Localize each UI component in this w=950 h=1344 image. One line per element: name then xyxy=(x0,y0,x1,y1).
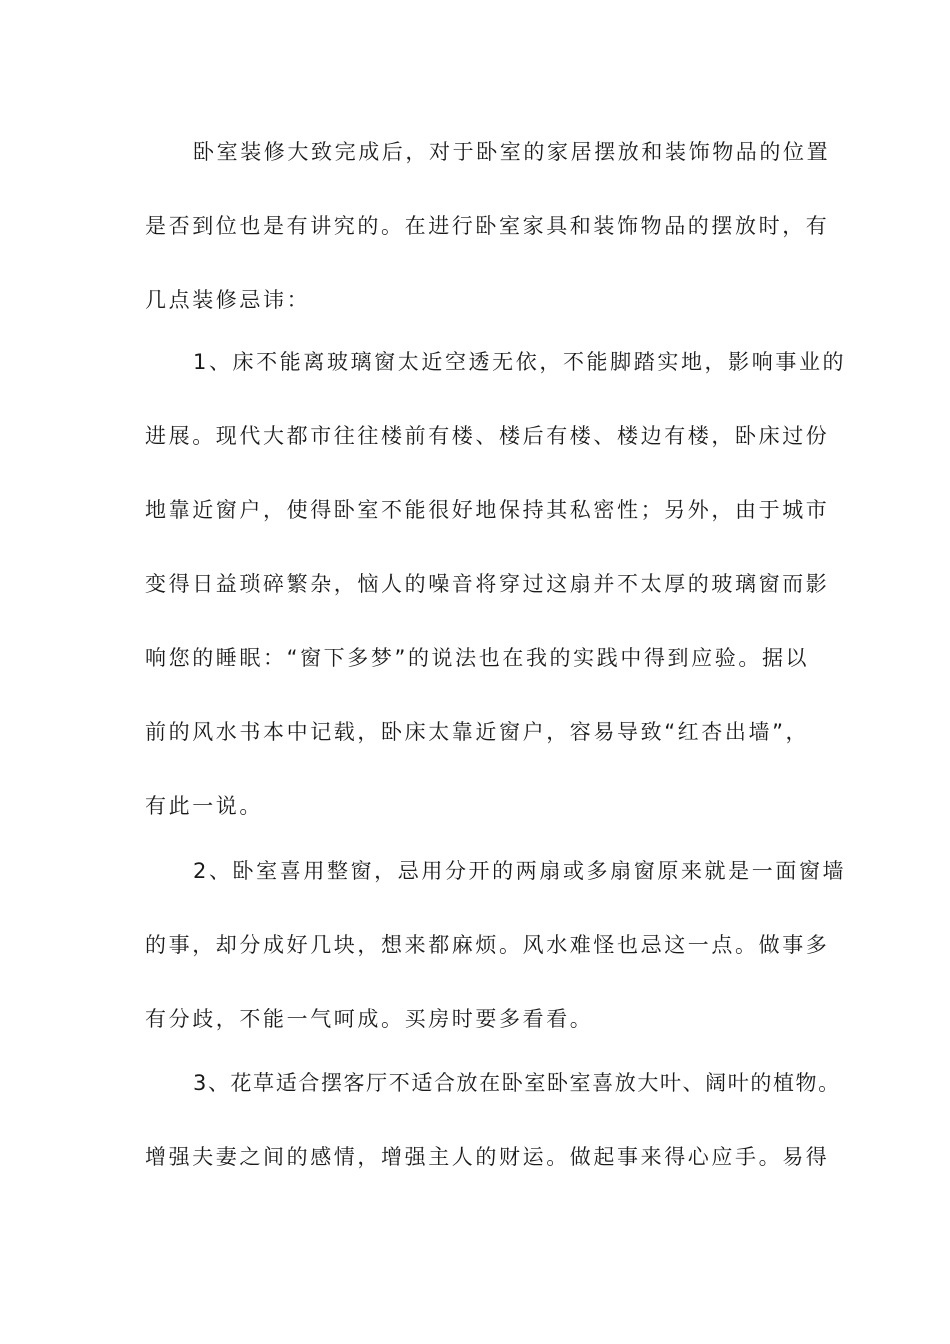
paragraph-intro-line-3: 几点装修忌讳： xyxy=(145,288,311,312)
paragraph-item-1-line-2: 进展。现代大都市往往楼前有楼、楼后有楼、楼边有楼，卧床过份 xyxy=(145,424,830,448)
paragraph-item-1-line-3: 地靠近窗户，使得卧室不能很好地保持其私密性；另外，由于城市 xyxy=(145,498,830,522)
paragraph-item-1-line-1: 1、床不能离玻璃窗太近空透无依，不能脚踏实地，影响事业的 xyxy=(193,350,847,374)
paragraph-item-1-line-5: 响您的睡眠：“窗下多梦”的说法也在我的实践中得到应验。据以 xyxy=(145,646,810,670)
paragraph-intro-line-1: 卧室装修大致完成后，对于卧室的家居摆放和装饰物品的位置 xyxy=(193,140,831,164)
paragraph-item-2-line-2: 的事，却分成好几块，想来都麻烦。风水难怪也忌这一点。做事多 xyxy=(145,933,830,957)
paragraph-item-1-line-7: 有此一说。 xyxy=(145,794,263,818)
paragraph-item-2-line-1: 2、卧室喜用整窗，忌用分开的两扇或多扇窗原来就是一面窗墙 xyxy=(193,859,847,883)
paragraph-intro-line-2: 是否到位也是有讲究的。在进行卧室家具和装饰物品的摆放时，有 xyxy=(145,214,830,238)
paragraph-item-3-line-2: 增强夫妻之间的感情，增强主人的财运。做起事来得心应手。易得 xyxy=(145,1145,830,1169)
paragraph-item-1-line-6: 前的风水书本中记载，卧床太靠近窗户，容易导致“红杏出墙”， xyxy=(145,720,810,744)
paragraph-item-3-line-1: 3、花草适合摆客厅不适合放在卧室卧室喜放大叶、阔叶的植物。 xyxy=(193,1071,841,1095)
paragraph-item-2-line-3: 有分歧，不能一气呵成。买房时要多看看。 xyxy=(145,1007,594,1031)
paragraph-item-1-line-4: 变得日益琐碎繁杂，恼人的噪音将穿过这扇并不太厚的玻璃窗而影 xyxy=(145,572,830,596)
